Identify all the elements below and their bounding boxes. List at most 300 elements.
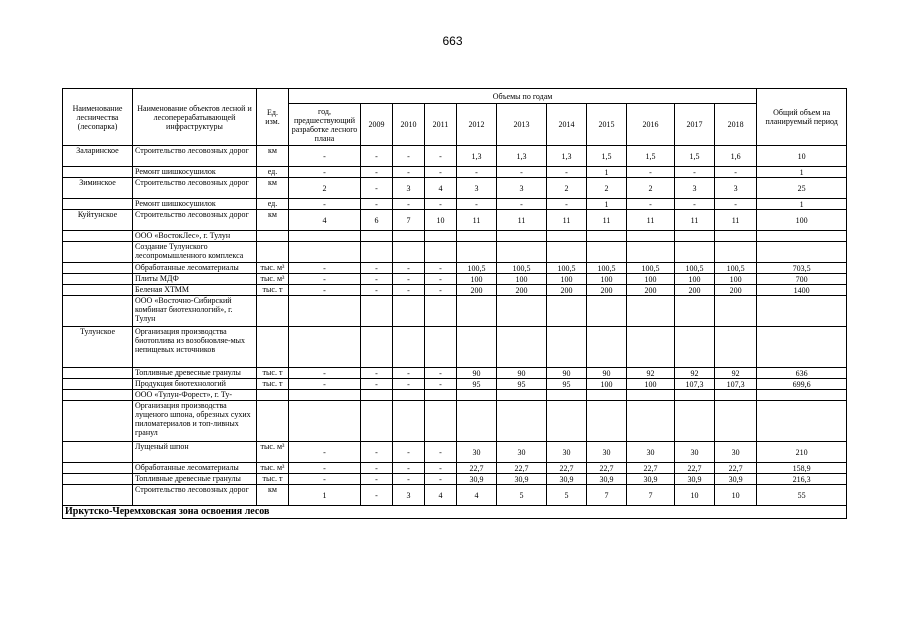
row-value: - (361, 263, 393, 274)
table-row (63, 379, 847, 390)
row-value (627, 401, 675, 442)
row-unit: тыс. м³ (257, 463, 289, 474)
row-unit: км (257, 210, 289, 231)
row-value (425, 231, 457, 242)
row-unit (257, 231, 289, 242)
row-unit: тыс. м³ (257, 274, 289, 285)
row-value: 100 (547, 274, 587, 285)
table-row (63, 463, 847, 474)
row-district (63, 199, 133, 210)
row-value: 100 (715, 274, 757, 285)
row-unit: тыс. м³ (257, 263, 289, 274)
row-total: 25 (757, 178, 847, 199)
row-value: 30 (457, 442, 497, 463)
row-value: 90 (587, 368, 627, 379)
row-value: 100 (587, 274, 627, 285)
row-value: - (393, 167, 425, 178)
row-total: 703,5 (757, 263, 847, 274)
row-value: 30 (587, 442, 627, 463)
row-value (587, 401, 627, 442)
row-value: - (715, 167, 757, 178)
row-value: - (289, 285, 361, 296)
row-value: 107,3 (675, 379, 715, 390)
row-district: Заларинское (63, 146, 133, 167)
row-value: 1,3 (547, 146, 587, 167)
row-value: 200 (497, 285, 547, 296)
row-district (63, 274, 133, 285)
header-year: 2015 (587, 104, 627, 146)
row-value: - (289, 263, 361, 274)
row-value: 5 (547, 485, 587, 506)
row-value: 30 (675, 442, 715, 463)
row-value: - (425, 146, 457, 167)
row-value: 11 (715, 210, 757, 231)
row-value: 3 (497, 178, 547, 199)
table-row (63, 296, 847, 327)
row-value: - (361, 167, 393, 178)
row-value (393, 390, 425, 401)
row-value: 3 (393, 178, 425, 199)
row-object-name: Топливные древесные гранулы (133, 368, 257, 379)
header-volumes-by-year: Объемы по годам (289, 89, 757, 104)
row-value: 22,7 (587, 463, 627, 474)
row-value: 3 (393, 485, 425, 506)
row-value: - (289, 167, 361, 178)
row-object-name: Ремонт шишкосушилок (133, 199, 257, 210)
row-value: - (361, 485, 393, 506)
row-object-name: Плиты МДФ (133, 274, 257, 285)
row-value: - (361, 285, 393, 296)
row-value: 2 (627, 178, 675, 199)
row-value: 30,9 (497, 474, 547, 485)
row-value (457, 231, 497, 242)
row-value (393, 242, 425, 263)
row-value: 4 (425, 485, 457, 506)
row-value: 30,9 (675, 474, 715, 485)
row-value (393, 296, 425, 327)
row-value: 90 (457, 368, 497, 379)
row-value: - (425, 368, 457, 379)
row-district (63, 242, 133, 263)
row-total: 699,6 (757, 379, 847, 390)
row-value: 22,7 (675, 463, 715, 474)
table-row (63, 442, 847, 463)
row-value: 30 (715, 442, 757, 463)
header-year: 2013 (497, 104, 547, 146)
row-value (289, 401, 361, 442)
row-value (715, 327, 757, 368)
row-total (757, 327, 847, 368)
row-value: 11 (457, 210, 497, 231)
row-value: 1,3 (497, 146, 547, 167)
forest-infrastructure-table (62, 88, 847, 519)
row-object-name: Строительство лесовозных дорог (133, 178, 257, 199)
row-value: - (361, 474, 393, 485)
header-year: 2017 (675, 104, 715, 146)
row-value: - (715, 199, 757, 210)
row-unit: км (257, 178, 289, 199)
row-value: - (393, 442, 425, 463)
row-value (289, 231, 361, 242)
row-value: 200 (715, 285, 757, 296)
row-total (757, 242, 847, 263)
row-value (497, 242, 547, 263)
row-value: 100 (627, 379, 675, 390)
row-object-name: Строительство лесовозных дорог (133, 210, 257, 231)
row-value: 30 (497, 442, 547, 463)
table-row (63, 390, 847, 401)
row-value: 22,7 (457, 463, 497, 474)
row-value (361, 296, 393, 327)
row-value: - (361, 274, 393, 285)
row-district (63, 463, 133, 474)
row-value: 100 (457, 274, 497, 285)
row-value: - (361, 379, 393, 390)
row-district (63, 485, 133, 506)
table-row (63, 263, 847, 274)
table-row (63, 401, 847, 442)
row-value (425, 242, 457, 263)
row-total (757, 296, 847, 327)
table-row (63, 199, 847, 210)
row-value: 100,5 (715, 263, 757, 274)
header-year: 2010 (393, 104, 425, 146)
table-row (63, 167, 847, 178)
row-value: 200 (457, 285, 497, 296)
row-value (361, 231, 393, 242)
row-value: 22,7 (547, 463, 587, 474)
row-total: 1 (757, 167, 847, 178)
table-row (63, 368, 847, 379)
table-row (63, 210, 847, 231)
row-value (587, 231, 627, 242)
row-value: 22,7 (715, 463, 757, 474)
row-total: 55 (757, 485, 847, 506)
row-value: 2 (289, 178, 361, 199)
row-value: 30,9 (627, 474, 675, 485)
row-value (675, 327, 715, 368)
row-value: 1,6 (715, 146, 757, 167)
row-value (547, 296, 587, 327)
row-value: - (361, 368, 393, 379)
row-value (587, 390, 627, 401)
row-value: - (289, 274, 361, 285)
row-value (547, 390, 587, 401)
row-value: - (425, 463, 457, 474)
row-total: 1 (757, 199, 847, 210)
row-value: 107,3 (715, 379, 757, 390)
row-value: - (425, 379, 457, 390)
row-value: - (675, 199, 715, 210)
row-value: 1 (587, 167, 627, 178)
row-value: 100,5 (497, 263, 547, 274)
row-value (497, 296, 547, 327)
row-value: - (289, 474, 361, 485)
row-value (497, 401, 547, 442)
row-total: 10 (757, 146, 847, 167)
row-value: - (289, 463, 361, 474)
row-value: 3 (715, 178, 757, 199)
row-district (63, 167, 133, 178)
header-year: 2009 (361, 104, 393, 146)
row-total: 636 (757, 368, 847, 379)
row-value (675, 401, 715, 442)
row-district: Куйтунское (63, 210, 133, 231)
row-value: 30,9 (587, 474, 627, 485)
table-row (63, 485, 847, 506)
zone-title: Иркутско-Черемховская зона освоения лесов (63, 506, 847, 519)
row-value: 4 (289, 210, 361, 231)
row-value: 100 (675, 274, 715, 285)
row-value: - (393, 263, 425, 274)
row-value (289, 296, 361, 327)
row-object-name: Обработанные лесоматериалы (133, 263, 257, 274)
row-unit (257, 390, 289, 401)
row-object-name: Организация производства лущеного шпона, обрезных сухих пиломатериалов и топ-ливных гранул (133, 401, 257, 442)
row-value: - (425, 442, 457, 463)
row-value: 92 (675, 368, 715, 379)
row-value: 90 (547, 368, 587, 379)
row-value: - (425, 474, 457, 485)
row-value (547, 231, 587, 242)
row-value (425, 327, 457, 368)
row-object-name: Строительство лесовозных дорог (133, 146, 257, 167)
row-value: 100 (627, 274, 675, 285)
header-object: Наименование объектов лесной и лесоперерабатывающей инфраструктуры (133, 89, 257, 146)
row-value: 95 (457, 379, 497, 390)
row-value: - (393, 199, 425, 210)
row-value: - (393, 274, 425, 285)
row-value: 3 (675, 178, 715, 199)
row-value (457, 327, 497, 368)
row-value (457, 242, 497, 263)
row-value: 30,9 (457, 474, 497, 485)
row-value: 5 (497, 485, 547, 506)
row-unit: км (257, 146, 289, 167)
row-district (63, 285, 133, 296)
row-value: 10 (675, 485, 715, 506)
row-unit (257, 296, 289, 327)
row-value: - (289, 368, 361, 379)
row-value: 10 (425, 210, 457, 231)
header-year: 2018 (715, 104, 757, 146)
row-value: 2 (547, 178, 587, 199)
row-value: - (289, 199, 361, 210)
row-object-name: Организация производства биотоплива из возобновляе-мых непищевых источников (133, 327, 257, 368)
row-value: - (361, 442, 393, 463)
row-object-name: Ремонт шишкосушилок (133, 167, 257, 178)
row-value (627, 242, 675, 263)
row-value (587, 242, 627, 263)
row-value: 1,5 (587, 146, 627, 167)
row-value: - (627, 167, 675, 178)
row-object-name: Создание Тулунского лесопромышленного комплекса (133, 242, 257, 263)
row-value: 7 (393, 210, 425, 231)
row-value: - (289, 379, 361, 390)
row-value: 200 (587, 285, 627, 296)
row-value: - (393, 474, 425, 485)
row-value (361, 390, 393, 401)
row-value: - (547, 167, 587, 178)
row-value (675, 231, 715, 242)
row-value (425, 401, 457, 442)
row-value: - (393, 285, 425, 296)
header-year: 2012 (457, 104, 497, 146)
row-value: - (547, 199, 587, 210)
row-value (715, 296, 757, 327)
row-value: - (457, 199, 497, 210)
row-object-name: Строительство лесовозных дорог (133, 485, 257, 506)
row-unit: тыс. т (257, 285, 289, 296)
row-value (393, 401, 425, 442)
row-value: 90 (497, 368, 547, 379)
row-district (63, 401, 133, 442)
row-value: 100,5 (587, 263, 627, 274)
row-value (627, 296, 675, 327)
row-value: 95 (547, 379, 587, 390)
row-district: Тулунское (63, 327, 133, 368)
row-value: 1 (289, 485, 361, 506)
row-value: - (425, 199, 457, 210)
header-year: 2011 (425, 104, 457, 146)
row-unit (257, 401, 289, 442)
table-row (63, 146, 847, 167)
table-row (63, 327, 847, 368)
row-value (627, 327, 675, 368)
row-object-name: ООО «ВостокЛес», г. Тулун (133, 231, 257, 242)
row-value: - (361, 199, 393, 210)
row-district (63, 442, 133, 463)
table-row (63, 285, 847, 296)
row-value: - (393, 379, 425, 390)
row-value: 100,5 (675, 263, 715, 274)
row-value (675, 296, 715, 327)
row-value: 11 (627, 210, 675, 231)
header-year: 2014 (547, 104, 587, 146)
table-row (63, 474, 847, 485)
row-unit: тыс. т (257, 474, 289, 485)
row-value: 100,5 (457, 263, 497, 274)
row-value: 200 (547, 285, 587, 296)
row-unit (257, 327, 289, 368)
row-unit (257, 242, 289, 263)
header-forestry: Наименование лесничества (лесопарка) (63, 89, 133, 146)
row-value: 92 (715, 368, 757, 379)
row-value (393, 231, 425, 242)
row-value: 100 (497, 274, 547, 285)
row-value: - (497, 167, 547, 178)
row-value: 1,5 (675, 146, 715, 167)
row-value (547, 401, 587, 442)
row-value (289, 327, 361, 368)
row-value (425, 296, 457, 327)
header-unit: Ед. изм. (257, 89, 289, 146)
table-row (63, 242, 847, 263)
row-value (361, 327, 393, 368)
row-value: - (393, 146, 425, 167)
zone-row (63, 506, 847, 519)
row-value (627, 390, 675, 401)
row-object-name: Продукция биотехнологий (133, 379, 257, 390)
row-value: - (361, 146, 393, 167)
row-value: 1,3 (457, 146, 497, 167)
row-total: 100 (757, 210, 847, 231)
header-year: 2016 (627, 104, 675, 146)
row-value: 7 (587, 485, 627, 506)
row-value (425, 390, 457, 401)
row-value (457, 401, 497, 442)
row-total: 158,9 (757, 463, 847, 474)
row-value: - (627, 199, 675, 210)
header-prev-year: год, предшествующий разработке лесного плана (289, 104, 361, 146)
row-value: 11 (587, 210, 627, 231)
row-value (457, 296, 497, 327)
row-value: 200 (627, 285, 675, 296)
row-total (757, 390, 847, 401)
row-value (715, 242, 757, 263)
row-value: 30,9 (715, 474, 757, 485)
row-value: 6 (361, 210, 393, 231)
row-value: - (425, 274, 457, 285)
row-value: 30 (627, 442, 675, 463)
page-number: 663 (442, 34, 463, 48)
row-value: - (457, 167, 497, 178)
row-unit: ед. (257, 167, 289, 178)
row-value: 11 (497, 210, 547, 231)
row-value (587, 327, 627, 368)
row-total (757, 231, 847, 242)
row-value: 95 (497, 379, 547, 390)
row-value (361, 242, 393, 263)
row-object-name: Беленая ХТММ (133, 285, 257, 296)
row-value: 11 (675, 210, 715, 231)
row-value (547, 242, 587, 263)
row-value: 92 (627, 368, 675, 379)
row-value: 1 (587, 199, 627, 210)
row-value: - (425, 167, 457, 178)
row-value: 4 (457, 485, 497, 506)
row-value: 10 (715, 485, 757, 506)
row-value: 100,5 (627, 263, 675, 274)
row-value: 100 (587, 379, 627, 390)
row-value: 200 (675, 285, 715, 296)
row-value (715, 390, 757, 401)
row-value (627, 231, 675, 242)
row-unit: тыс. м³ (257, 442, 289, 463)
row-district (63, 390, 133, 401)
row-value: 30 (547, 442, 587, 463)
row-district (63, 368, 133, 379)
row-value: 30,9 (547, 474, 587, 485)
row-value (457, 390, 497, 401)
header-total: Общий объем на планируемый период (757, 89, 847, 146)
row-value (587, 296, 627, 327)
row-value (497, 231, 547, 242)
row-value: 22,7 (627, 463, 675, 474)
row-value (497, 327, 547, 368)
row-object-name: ООО «Тулун-Форест», г. Ту- (133, 390, 257, 401)
row-object-name: Лущеный шпон (133, 442, 257, 463)
row-district (63, 231, 133, 242)
row-total (757, 401, 847, 442)
row-district (63, 474, 133, 485)
row-object-name: Топливные древесные гранулы (133, 474, 257, 485)
row-object-name: Обработанные лесоматериалы (133, 463, 257, 474)
row-unit: км (257, 485, 289, 506)
row-value: - (675, 167, 715, 178)
row-value: - (425, 263, 457, 274)
row-value (675, 242, 715, 263)
